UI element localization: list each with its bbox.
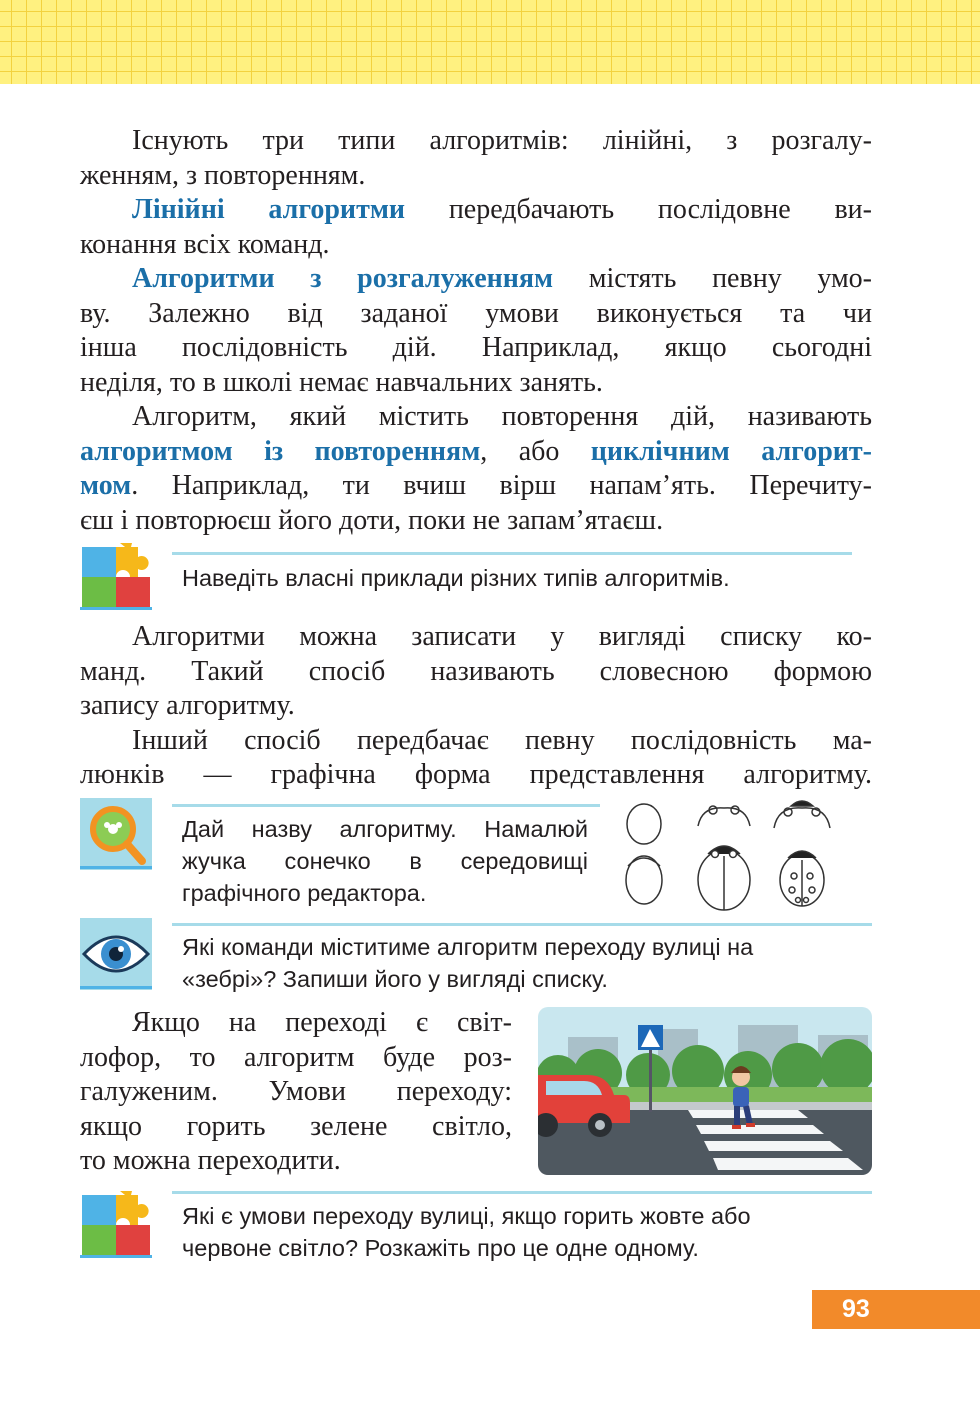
task1-rule	[172, 552, 852, 555]
term-cyclic: циклічним алгорит-	[590, 435, 872, 467]
term-linear: Лінійні алгоритми	[132, 194, 406, 225]
paragraph-traffic-light-line3: галуженим. Умови переходу:	[80, 1076, 512, 1107]
paragraph-traffic-light-line5: то можна переходити.	[80, 1145, 341, 1176]
step3-head	[774, 808, 830, 828]
step6-spot	[809, 887, 815, 893]
paragraph-branching-line3: інша послідовність дій. Наприклад, якщо сьогодні	[80, 332, 872, 363]
step6-spot	[796, 898, 801, 903]
magnifier-icon	[80, 798, 152, 870]
step2-head	[698, 808, 750, 826]
task4-line1: Які є умови переходу вулиці, якщо горить жовте або	[182, 1203, 751, 1229]
paragraph-types: Існують три типи алгоритмів: лінійні, з розгалу-	[132, 125, 872, 156]
paragraph-linear-line2: конання всіх команд.	[80, 228, 330, 260]
paragraph-cyclic-line3: мом. Наприклад, ти вчиш вірш напам’ять. Перечиту-	[80, 470, 872, 501]
task1-text: Наведіть власні приклади різних типів алгоритмів.	[182, 565, 730, 591]
paragraph-cyclic-line2: алгоритмом із повторенням, або циклічним алгорит-	[80, 435, 872, 467]
step3-cap	[791, 801, 813, 806]
step4-head	[628, 858, 660, 866]
task3-line2: «зебрі»? Запиши його у вигляді списку.	[182, 966, 608, 992]
task4-rule	[172, 1191, 872, 1194]
term-branching: Алгоритми з розгалуженням	[132, 263, 554, 294]
step1-oval	[627, 804, 661, 844]
paragraph-verbal: Алгоритми можна записати у вигляді списку ко-	[132, 621, 872, 652]
header-grid-band	[0, 0, 980, 84]
paragraph-branching: Алгоритми з розгалуженням містять певну умо-	[132, 263, 873, 294]
task3-rule	[172, 923, 872, 926]
paragraph-cyclic: Алгоритм, який містить повторення дій, називають	[132, 401, 872, 432]
task2-line2: жучка сонечко в середовищі	[182, 848, 588, 874]
step5-eye-left	[712, 851, 719, 858]
step6-spot	[791, 873, 797, 879]
step5-eye-right	[730, 851, 737, 858]
paragraph-types-line2: женням, з повторенням.	[80, 159, 366, 191]
task3-line1: Які команди міститиме алгоритм переходу вулиці на	[182, 934, 754, 960]
task2-rule	[172, 804, 600, 807]
task2-line3: графічного редактора.	[182, 880, 427, 906]
eye-icon	[80, 918, 152, 990]
paragraph-cyclic-line4: єш і повторюєш його доти, поки не запам’ятаєш.	[80, 504, 664, 536]
step6-spot	[807, 873, 813, 879]
crosswalk-illustration	[538, 1007, 872, 1175]
ladybug-drawing-steps	[612, 792, 842, 914]
paragraph-branching-line4: неділя, то в школі немає навчальних занять.	[80, 366, 603, 398]
paragraph-branching-line2: ву. Залежно від заданої умови виконується та чи	[80, 297, 872, 329]
paragraph-verbal-line3: запису алгоритму.	[80, 690, 295, 721]
step6-spot	[789, 887, 795, 893]
page-number: 93	[812, 1290, 980, 1329]
paragraph-traffic-light-line4: якщо горить зелене світло,	[80, 1110, 512, 1142]
paragraph-linear: Лінійні алгоритми передбачають послідовне ви-	[132, 194, 872, 225]
paragraph-traffic-light-line2: лофор, то алгоритм буде роз-	[80, 1041, 512, 1073]
paragraph-verbal-line2: манд. Такий спосіб називають словесною формою	[80, 655, 872, 687]
paragraph-graphic-line2: люнків — графічна форма представлення алгоритму.	[80, 759, 872, 790]
task2-line1: Дай назву алгоритму. Намалюй	[182, 816, 588, 842]
puzzle-icon	[80, 539, 152, 611]
step6-head	[788, 851, 816, 858]
paragraph-traffic-light: Якщо на переході є світ-	[132, 1007, 512, 1038]
paragraph-graphic: Інший спосіб передбачає певну послідовність ма-	[132, 724, 872, 756]
puzzle-icon	[80, 1187, 152, 1259]
task4-line2: червоне світло? Розкажіть про це одне одному.	[182, 1235, 699, 1261]
term-loop: алгоритмом із повторенням	[80, 435, 481, 467]
step6-spot	[804, 898, 809, 903]
